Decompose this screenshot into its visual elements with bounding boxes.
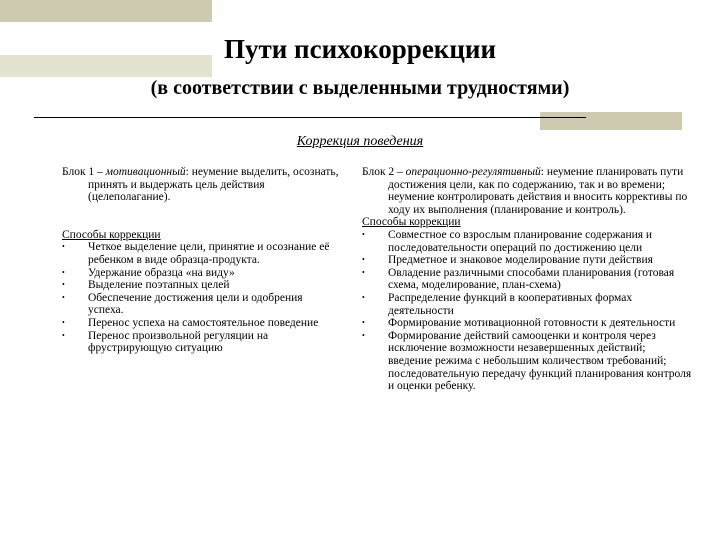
bullet-icon: • bbox=[62, 292, 65, 302]
list-item-text: Совместное со взрослым планирование содержания и последовательности операций по достижению цели bbox=[388, 228, 653, 254]
list-item-text: Четкое выделение цели, принятие и осознание её ребенком в виде образца-продукта. bbox=[88, 241, 330, 266]
decorative-bar-right bbox=[540, 112, 682, 130]
title-divider bbox=[34, 117, 586, 118]
block-1-methods-heading: Способы коррекции bbox=[62, 228, 161, 241]
list-item bbox=[62, 317, 340, 330]
list-item-text: Удержание образца «на виду» bbox=[88, 266, 235, 279]
block-2-methods-heading: Способы коррекции bbox=[362, 216, 461, 229]
list-item bbox=[362, 254, 692, 267]
block-2-lead bbox=[362, 166, 692, 216]
list-item bbox=[62, 279, 340, 292]
list-item-text: Перенос успеха на самостоятельное поведение bbox=[88, 316, 319, 329]
block-2-methods-list bbox=[362, 229, 692, 393]
block-1-text: : неумение выделить, осознать, принять и выдержать цель действия (целеполагание). bbox=[88, 166, 339, 204]
list-item-text: Формирование действий самооценки и контроля через исключение возможности незавершенных действий; введение режима с небольшим количеством требований; последовательную передачу функций планирования контроля и оценки ребенку. bbox=[388, 329, 692, 393]
bullet-icon: • bbox=[62, 317, 65, 327]
bullet-icon: • bbox=[62, 242, 65, 252]
list-item-text: Формирование мотивационной готовности к деятельности bbox=[388, 317, 676, 330]
list-item bbox=[362, 292, 692, 317]
block-1-name: Блок 1 – bbox=[62, 166, 106, 178]
bullet-icon: • bbox=[362, 292, 365, 302]
bullet-icon: • bbox=[362, 330, 365, 340]
list-item-text: Обеспечение достижения цели и одобрения успеха. bbox=[88, 291, 303, 317]
right-column bbox=[362, 166, 692, 393]
list-item-text: Выделение поэтапных целей bbox=[88, 279, 230, 292]
list-item-text: Овладение различными способами планирования (готовая схема, моделирование, план-схема) bbox=[388, 266, 675, 292]
bullet-icon: • bbox=[62, 267, 65, 277]
list-item bbox=[62, 267, 340, 280]
list-item bbox=[62, 330, 340, 355]
bullet-icon: • bbox=[362, 267, 365, 277]
list-item bbox=[362, 267, 692, 292]
slide-subtitle: (в соответствии с выделенными трудностями) bbox=[150, 77, 570, 99]
decorative-bar-top bbox=[0, 0, 212, 22]
list-item-text: Предметное и знаковое моделирование пути действия bbox=[388, 254, 653, 267]
list-item bbox=[362, 330, 692, 393]
block-2-type: операционно-регулятивный bbox=[405, 166, 541, 178]
block-1-lead bbox=[62, 166, 340, 204]
block-1-methods-list bbox=[62, 241, 340, 354]
block-2-text: : неумение планировать пути достижения цели, как по содержанию, так и во времени; неумение контролировать действия и вносить коррективы по ходу их выполнения (планирование и контроль). bbox=[388, 166, 688, 216]
block-1-type: мотивационный bbox=[105, 166, 186, 178]
bullet-icon: • bbox=[362, 318, 365, 328]
block-2-name: Блок 2 – bbox=[362, 166, 406, 178]
block-2-description bbox=[362, 166, 692, 216]
list-item-text: Распределение функций в кооперативных формах деятельности bbox=[388, 291, 633, 317]
section-heading: Коррекция поведения bbox=[296, 134, 424, 149]
slide-title: Пути психокоррекции bbox=[223, 34, 497, 64]
bullet-icon: • bbox=[62, 280, 65, 290]
list-item bbox=[362, 317, 692, 330]
list-item bbox=[62, 292, 340, 317]
list-item-text: Перенос произвольной регуляции на фрустрирующую ситуацию bbox=[88, 329, 269, 355]
block-1-description bbox=[62, 166, 340, 204]
bullet-icon: • bbox=[362, 229, 365, 239]
list-item bbox=[62, 241, 340, 266]
left-column bbox=[62, 166, 340, 355]
bullet-icon: • bbox=[62, 330, 65, 340]
list-item bbox=[362, 229, 692, 254]
bullet-icon: • bbox=[362, 255, 365, 265]
